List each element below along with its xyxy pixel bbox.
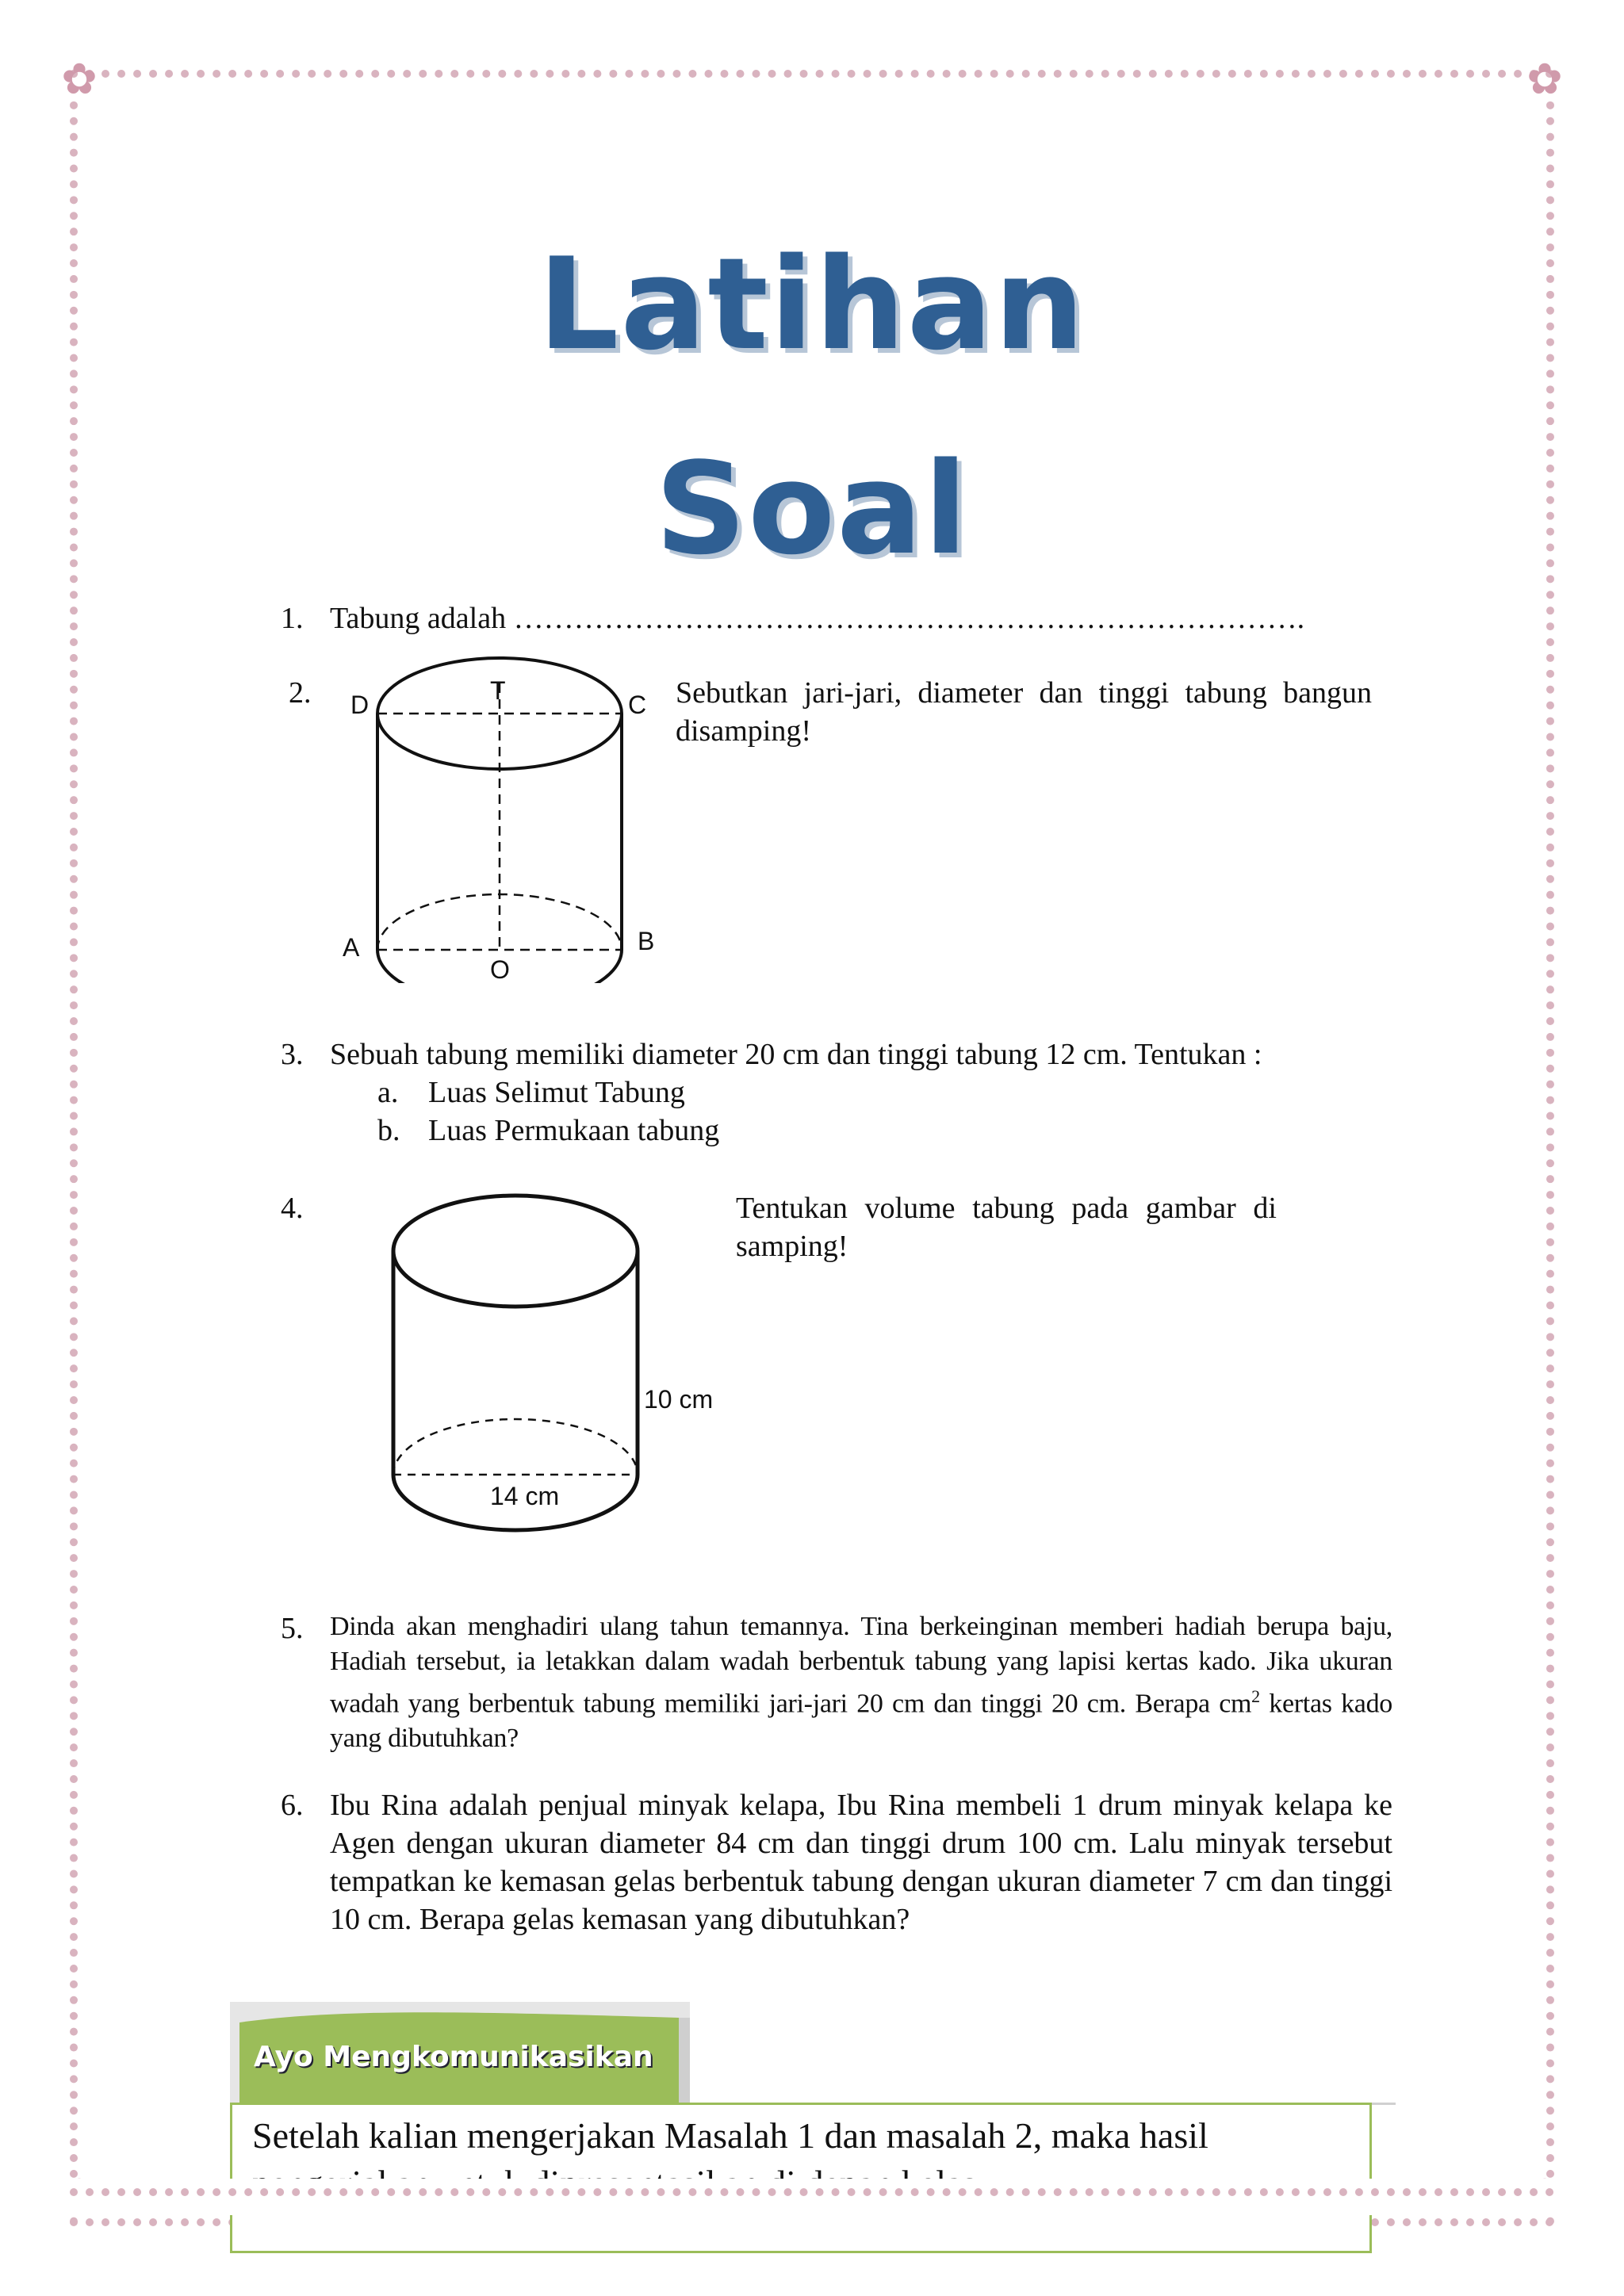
question-1-text: Tabung adalah ……………………………………………………………………. <box>330 602 1305 635</box>
question-2-number: 2. <box>289 676 312 710</box>
section-rule <box>1372 2103 1396 2105</box>
section-title: Ayo Mengkomunikasikan <box>254 2041 653 2073</box>
question-5-superscript: 2 <box>1251 1686 1260 1706</box>
label-b: B <box>638 927 655 955</box>
corner-ornament-icon: ✿ <box>61 54 98 104</box>
bottom-border <box>70 2188 1554 2196</box>
page-title-line-2: Soal <box>655 434 969 583</box>
section-box-bottom <box>230 2226 1372 2253</box>
question-3-number: 3. <box>281 1038 304 1071</box>
question-3-text: Sebuah tabung memiliki diameter 20 cm dan tinggi tabung 12 cm. Tentukan : <box>330 1038 1262 1071</box>
label-a: A <box>343 933 360 962</box>
diameter-label: 14 cm <box>490 1482 560 1510</box>
question-3-item-b-text: Luas Permukaan tabung <box>428 1114 720 1147</box>
label-t: T <box>490 676 506 705</box>
question-4-text: Tentukan volume tabung pada gambar di samping! <box>736 1192 1277 1263</box>
question-5-text <box>330 1609 1392 1756</box>
question-3-item-a-text: Luas Selimut Tabung <box>428 1076 685 1109</box>
cylinder-diagram-2 <box>381 1181 730 1546</box>
question-5-text-end: kertas kado yang dibutuhkan? <box>330 1689 1392 1754</box>
page-title-line-1: Latihan <box>538 230 1086 378</box>
question-6-number: 6. <box>281 1789 304 1822</box>
question-6-text: Ibu Rina adalah penjual minyak kelapa, Ibu Rina membeli 1 drum minyak kelapa ke Agen dengan ukuran diameter 84 cm dan tinggi drum 100 cm. Lalu minyak tersebut tempatkan ke kemasan gelas berbentuk tabung dengan ukuran diameter 7 cm dan tinggi 10 cm. Berapa gelas kemasan yang dibutuhkan? <box>330 1789 1392 1936</box>
question-3-item-b-marker: b. <box>377 1114 400 1147</box>
corner-ornament-icon: ✿ <box>1526 54 1563 104</box>
question-2-text: Sebutkan jari-jari, diameter dan tinggi tabung bangun disamping! <box>676 676 1372 748</box>
label-o: O <box>490 955 510 983</box>
bottom-band <box>48 2179 1576 2215</box>
section-text: Setelah kalian mengerjakan Masalah 1 dan masalah 2, maka hasil <box>252 2115 1208 2156</box>
question-5-number: 5. <box>281 1612 304 1645</box>
label-d: D <box>350 691 370 719</box>
label-c: C <box>628 691 647 719</box>
question-3-item-a-marker: a. <box>377 1076 399 1109</box>
question-4-number: 4. <box>281 1192 304 1225</box>
height-label: 10 cm <box>644 1385 714 1414</box>
cylinder-diagram-1 <box>333 650 666 983</box>
question-1-number: 1. <box>281 602 304 635</box>
question-5-text-main: Dinda akan menghadiri ulang tahun temannya. Tina berkeinginan memberi hadiah berupa baju, Hadiah tersebut, ia letakkan dalam wadah berbentuk tabung yang lapisi kertas kado. Jika ukuran wadah yang berbentuk tabung memiliki jari-jari 20 cm dan tinggi 20 cm. Berapa cm <box>330 1612 1392 1719</box>
